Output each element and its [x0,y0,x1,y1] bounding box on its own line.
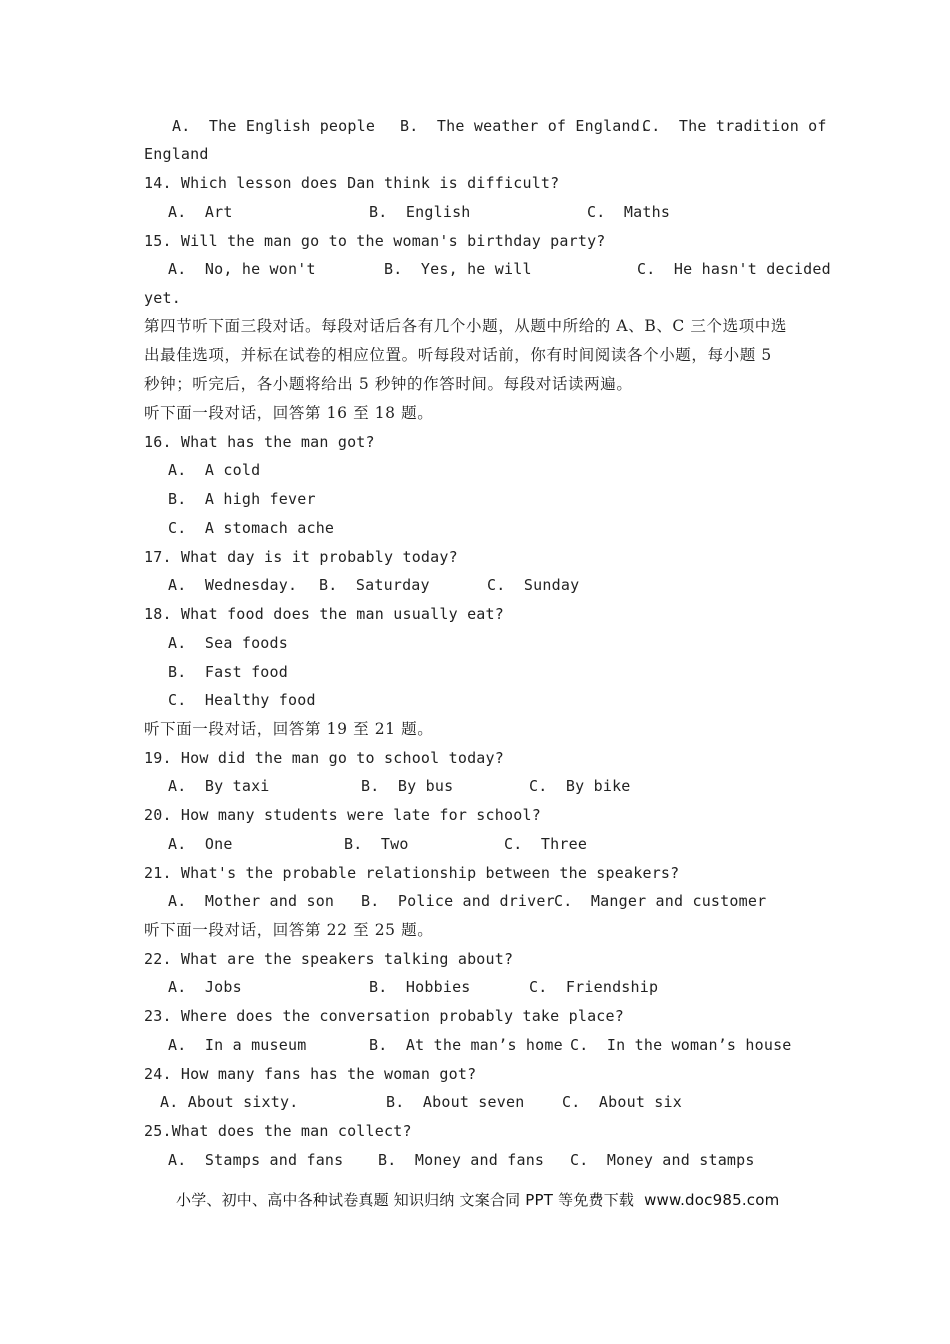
option-b: B. English [369,203,471,221]
option-c: C. By bike [529,777,631,795]
question-stem: 21. What's the probable relationship between the speakers? [144,864,680,882]
question-stem: 20. How many students were late for school? [144,806,541,824]
option-b: B. Saturday [319,576,430,594]
option-b: B. Two [344,835,409,853]
option-c: C. Sunday [487,576,580,594]
option-c: C. A stomach ache [168,519,335,537]
option-a: A. Wednesday. [168,576,298,594]
dialogue-intro: 听下面一段对话，回答第 16 至 18 题。 [144,404,434,422]
option-c: C. Money and stamps [570,1151,755,1169]
option-c: C. He hasn't decided [637,260,831,278]
section-instructions-line-1: 第四节听下面三段对话。每段对话后各有几个小题，从题中所给的 A、B、C 三个选项中选 [144,317,788,335]
dialogue-intro: 听下面一段对话，回答第 19 至 21 题。 [144,720,434,738]
q13-option-a: A. The English people [172,117,376,135]
option-a: A. One [168,835,233,853]
option-b: B. Police and driver [361,892,555,910]
question-stem: 25.What does the man collect? [144,1122,412,1140]
q13-option-c-continued: England [144,145,209,163]
option-b: B. About seven [386,1093,525,1111]
q13-option-b: B. The weather of England. [400,117,650,135]
option-c: C. Friendship [529,978,659,996]
page-footer: 小学、初中、高中各种试卷真题 知识归纳 文案合同 PPT 等免费下载 www.doc985.com [176,1191,780,1209]
option-a: A. No, he won't [168,260,316,278]
option-b: B. Hobbies [369,978,471,996]
question-stem: 18. What food does the man usually eat? [144,605,504,623]
question-stem: 19. How did the man go to school today? [144,749,504,767]
option-a: A. A cold [168,461,261,479]
question-stem: 22. What are the speakers talking about? [144,950,514,968]
question-stem: 24. How many fans has the woman got? [144,1065,477,1083]
option-b: B. Yes, he will [384,260,532,278]
section-instructions-line-2: 出最佳选项，并标在试卷的相应位置。听每段对话前，你有时间阅读各个小题，每小题 5 [144,346,772,364]
option-c: C. Manger and customer [554,892,767,910]
option-c: C. About six [562,1093,682,1111]
option-a: A. In a museum [168,1036,307,1054]
option-c: C. In the woman’s house [570,1036,792,1054]
question-stem: 15. Will the man go to the woman's birthday party? [144,232,606,250]
option-b: B. A high fever [168,490,316,508]
option-a: A. About sixty. [160,1093,299,1111]
question-stem: 16. What has the man got? [144,433,375,451]
question-stem: 23. Where does the conversation probably take place? [144,1007,624,1025]
option-a: A. By taxi [168,777,270,795]
option-a: A. Jobs [168,978,242,996]
option-c-continued: yet. [144,289,181,307]
option-a: A. Mother and son [168,892,335,910]
q13-option-c: C. The tradition of [642,117,827,135]
option-b: B. Fast food [168,663,288,681]
option-b: B. At the man’s home [369,1036,563,1054]
option-c: C. Maths [587,203,671,221]
question-stem: 14. Which lesson does Dan think is difficult? [144,174,560,192]
option-a: A. Sea foods [168,634,288,652]
dialogue-intro: 听下面一段对话，回答第 22 至 25 题。 [144,921,434,939]
option-c: C. Healthy food [168,691,316,709]
option-b: B. By bus [361,777,454,795]
option-c: C. Three [504,835,588,853]
section-instructions-line-3: 秒钟；听完后，各小题将给出 5 秒钟的作答时间。每段对话读两遍。 [144,375,633,393]
option-a: A. Art [168,203,233,221]
option-a: A. Stamps and fans [168,1151,344,1169]
question-stem: 17. What day is it probably today? [144,548,458,566]
option-b: B. Money and fans [378,1151,545,1169]
